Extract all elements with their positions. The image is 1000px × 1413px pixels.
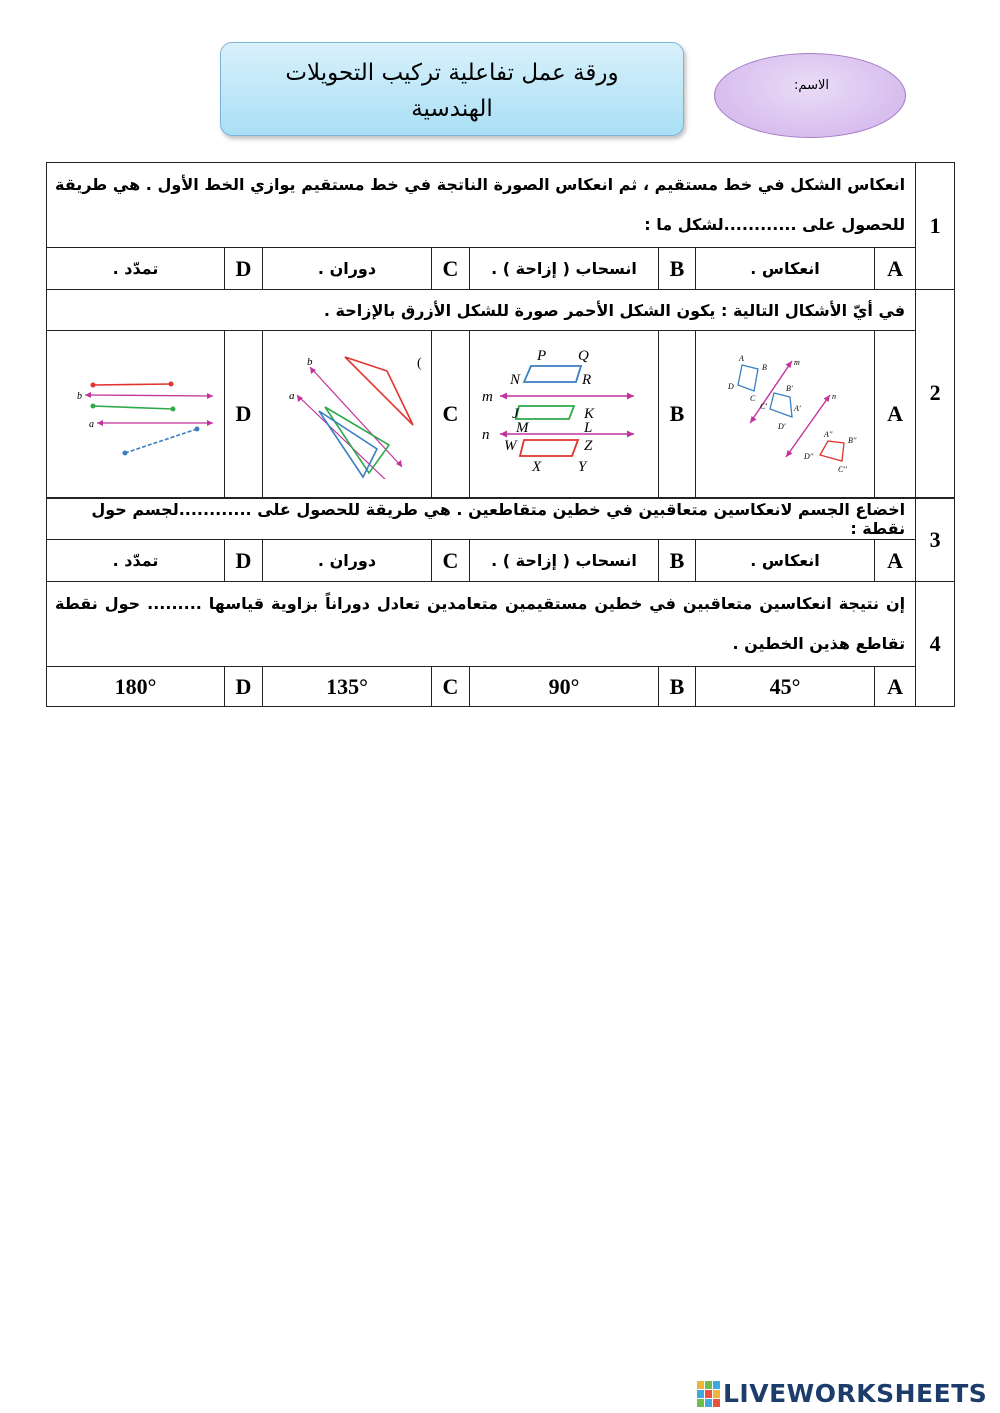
q1-letter-c: C <box>432 248 470 290</box>
question-2-text: في أيّ الأشكال التالية : يكون الشكل الأحمر صورة للشكل الأزرق بالإزاحة . <box>47 290 916 331</box>
worksheet-title-line2: الهندسية <box>411 96 493 122</box>
fig-b-label-r: R <box>582 371 592 388</box>
fig-c-label-b: b <box>307 355 313 368</box>
fig-a-label-c2: C'' <box>838 464 847 474</box>
fig-b-label-j: J <box>512 405 519 422</box>
fig-a-label-d: D <box>728 381 734 391</box>
q2-letter-d: D <box>225 331 263 498</box>
fig-a-label-d1: D' <box>778 421 786 431</box>
liveworksheets-logo[interactable] <box>697 1377 995 1411</box>
q1-letter-b: B <box>659 248 696 290</box>
q3-option-a[interactable]: انعكاس . <box>696 540 875 582</box>
q3-letter-d: D <box>225 540 263 582</box>
fig-d-label-b: b <box>76 390 82 402</box>
q2-letter-b: B <box>659 331 696 498</box>
fig-a-label-c: C <box>750 393 756 403</box>
q4-letter-c: C <box>432 667 470 707</box>
worksheet-title-line1: ورقة عمل تفاعلية تركيب التحويلات <box>285 60 619 86</box>
figure-c-lines-triangles <box>267 349 427 479</box>
fig-b-label-z: Z <box>584 437 593 454</box>
q3-letter-b: B <box>659 540 696 582</box>
fig-a-label-b1: B' <box>786 383 793 393</box>
question-4-text: إن نتيجة انعكاسين متعاقبين في خطين مستقيمين متعامدين تعادل دوراناً بزاوية قياسها ......... حول نقطة تقاطع هذين الخطين . <box>47 582 916 667</box>
logo-text: LIVEWORKSHEETS <box>723 1379 988 1408</box>
fig-b-label-x: X <box>532 458 542 475</box>
q3-option-c[interactable]: دوران . <box>263 540 432 582</box>
question-2-number: 2 <box>916 290 955 498</box>
fig-b-label-p: P <box>537 347 547 364</box>
q4-letter-b: B <box>659 667 696 707</box>
q3-letter-a: A <box>875 540 916 582</box>
student-name-field[interactable] <box>714 53 906 138</box>
q4-option-d[interactable]: 180° <box>47 667 225 707</box>
question-4-number: 4 <box>916 582 955 707</box>
figure-d-parallel-segments <box>51 364 221 464</box>
q4-option-a[interactable]: 45° <box>696 667 875 707</box>
q2-figure-d[interactable] <box>47 331 225 498</box>
q2-figure-a[interactable] <box>696 331 875 498</box>
question-1-text: انعكاس الشكل في خط مستقيم ، ثم انعكاس الصورة الناتجة في خط مستقيم يوازي الخط الأول . هي طريقة للحصول على ............لشكل ما : <box>47 163 916 248</box>
q3-letter-c: C <box>432 540 470 582</box>
q4-letter-d: D <box>225 667 263 707</box>
q4-option-c[interactable]: 135° <box>263 667 432 707</box>
q1-letter-d: D <box>225 248 263 290</box>
question-3-number: 3 <box>916 498 955 582</box>
fig-a-label-b: B <box>762 362 767 372</box>
fig-b-label-n2: n <box>482 426 490 443</box>
logo-blocks-icon <box>697 1381 721 1409</box>
q1-option-d[interactable]: تمدّد . <box>47 248 225 290</box>
q3-option-d[interactable]: تمدّد . <box>47 540 225 582</box>
fig-a-label-m: m <box>794 357 800 367</box>
questions-table <box>46 162 955 707</box>
q1-letter-a: A <box>875 248 916 290</box>
q3-option-b[interactable]: انسحاب ( إزاحة ) . <box>470 540 659 582</box>
worksheet-title-box <box>220 42 684 136</box>
fig-a-label-a2: A'' <box>824 429 833 439</box>
fig-d-label-a: a <box>88 418 94 430</box>
fig-a-label-c1: C' <box>760 401 768 411</box>
fig-a-label-d2: D'' <box>804 451 814 461</box>
fig-b-label-n: N <box>510 371 521 388</box>
name-label: الاسم: <box>794 78 829 93</box>
fig-b-label-m2: M <box>516 419 529 436</box>
fig-b-label-w: W <box>504 437 517 454</box>
fig-c-label-a: a <box>289 389 295 402</box>
fig-b-label-y: Y <box>578 458 587 475</box>
q4-option-b[interactable]: 90° <box>470 667 659 707</box>
q2-figure-b[interactable] <box>470 331 659 498</box>
q1-option-a[interactable]: انعكاس . <box>696 248 875 290</box>
q2-figure-c[interactable] <box>263 331 432 498</box>
fig-c-label-paren: ( <box>417 355 422 371</box>
q4-letter-a: A <box>875 667 916 707</box>
q2-letter-c: C <box>432 331 470 498</box>
fig-b-label-k: K <box>584 405 595 422</box>
figure-b-parallelograms <box>474 344 654 484</box>
fig-a-label-n: n <box>832 391 836 401</box>
q1-option-b[interactable]: انسحاب ( إزاحة ) . <box>470 248 659 290</box>
fig-a-label-a: A <box>739 353 744 363</box>
fig-b-label-m: m <box>482 388 493 405</box>
fig-b-label-l: L <box>584 419 593 436</box>
fig-a-label-b2: B'' <box>848 435 857 445</box>
fig-b-label-q: Q <box>578 347 589 364</box>
fig-a-label-a1: A' <box>794 403 801 413</box>
figure-a-quadrilaterals <box>700 349 870 479</box>
q1-option-c[interactable]: دوران . <box>263 248 432 290</box>
question-1-number: 1 <box>916 163 955 290</box>
q2-letter-a: A <box>875 331 916 498</box>
question-3-text: اخضاع الجسم لانعكاسين متعاقبين في خطين متقاطعين . هي طريقة للحصول على ............لجسم حول نقطة : <box>47 498 916 540</box>
